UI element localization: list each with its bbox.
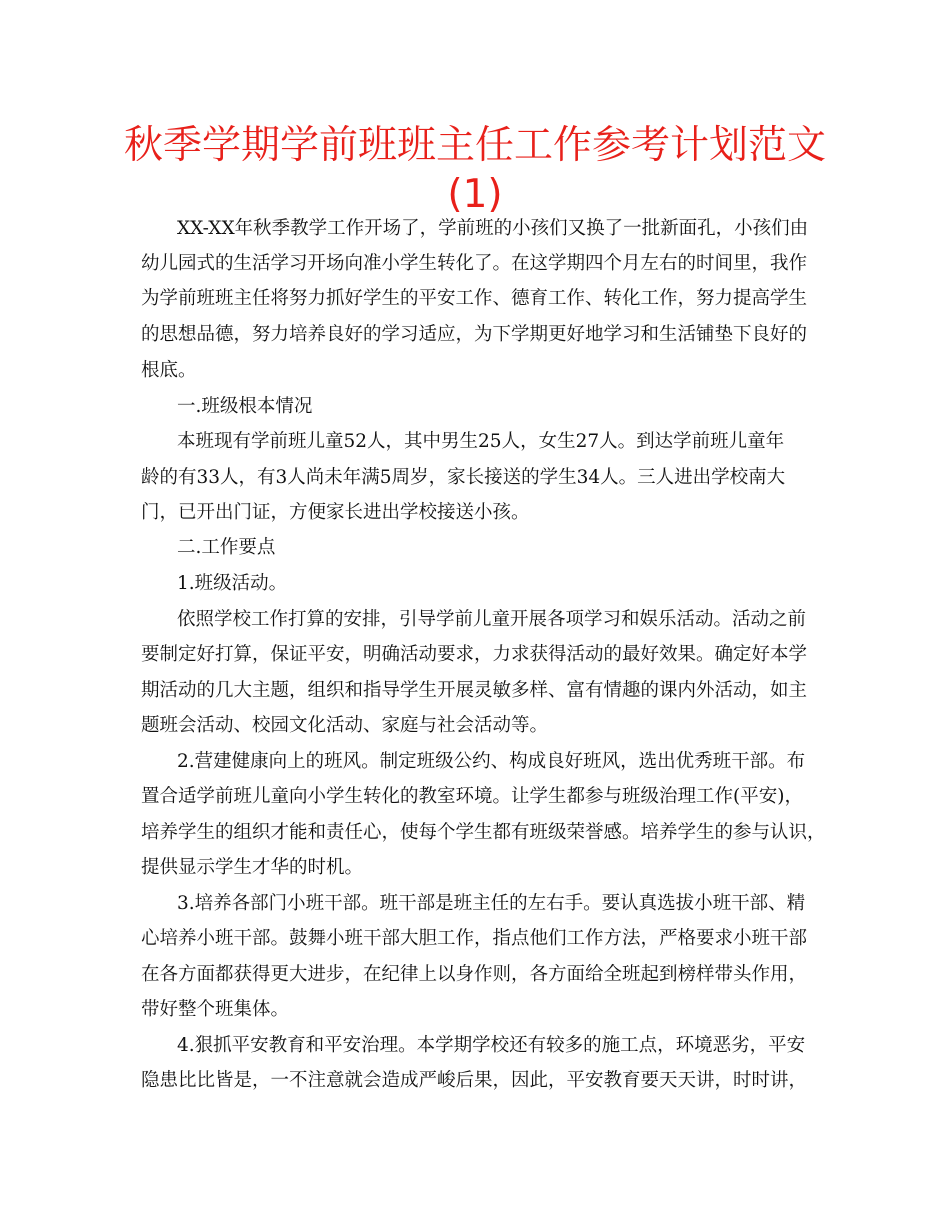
paragraph-line: 题班会活动、校园文化活动、家庭与社会活动等。 [141,715,549,736]
paragraph-line: XX-XX年秋季教学工作开场了，学前班的小孩们又换了一批新面孔，小孩们由 [177,218,809,239]
paragraph-line: 在各方面都获得更大进步，在纪律上以身作则，各方面给全班起到榜样带头作用， [141,964,808,985]
section-heading: 一.班级根本情况 [177,396,313,417]
document-title: 秋季学期学前班班主任工作参考计划范文 [123,123,826,168]
paragraph-line: 3.培养各部门小班干部。班干部是班主任的左右手。要认真选拔小班干部、精 [177,893,806,914]
paragraph-line: 置合适学前班儿童向小学生转化的教室环境。让学生都参与班级治理工作(平安)， [141,786,803,807]
paragraph-line: 2.营建健康向上的班风。制定班级公约、构成良好班风，选出优秀班干部。布 [177,751,806,772]
paragraph-line: 龄的有33人，有3人尚未年满5周岁，家长接送的学生34人。三人进出学校南大 [141,467,786,488]
paragraph-line: 的思想品德，努力培养良好的学习适应，为下学期更好地学习和生活铺垫下良好的 [141,324,808,345]
paragraph-line: 带好整个班集体。 [141,999,290,1020]
paragraph-line: 依照学校工作打算的安排，引导学前儿童开展各项学习和娱乐活动。活动之前 [177,609,807,630]
paragraph-line: 根底。 [141,360,197,381]
section-heading: 二.工作要点 [177,537,276,558]
paragraph-line: 门，已开出门证，方便家长进出学校接送小孩。 [141,502,530,523]
paragraph-line: 为学前班班主任将努力抓好学生的平安工作、德育工作、转化工作，努力提高学生 [141,288,808,309]
document-title-continued: (1) [447,172,503,217]
subsection-heading: 1.班级活动。 [177,573,288,594]
paragraph-line: 要制定好打算，保证平安，明确活动要求，力求获得活动的最好效果。确定好本学 [141,644,808,665]
paragraph-line: 本班现有学前班儿童52人，其中男生25人，女生27人。到达学前班儿童年 [177,431,785,452]
paragraph-line: 4.狠抓平安教育和平安治理。本学期学校还有较多的施工点，环境恶劣，平安 [177,1035,806,1056]
paragraph-line: 隐患比比皆是，一不注意就会造成严峻后果，因此，平安教育要天天讲，时时讲， [141,1070,808,1091]
paragraph-line: 期活动的几大主题，组织和指导学生开展灵敏多样、富有情趣的课内外活动，如主 [141,680,808,701]
paragraph-line: 幼儿园式的生活学习开场向准小学生转化了。在这学期四个月左右的时间里，我作 [141,253,808,274]
paragraph-line: 培养学生的组织才能和责任心，使每个学生都有班级荣誉感。培养学生的参与认识， [141,822,826,843]
paragraph-line: 心培养小班干部。鼓舞小班干部大胆工作，指点他们工作方法，严格要求小班干部 [141,928,808,949]
paragraph-line: 提供显示学生才华的时机。 [141,857,364,878]
